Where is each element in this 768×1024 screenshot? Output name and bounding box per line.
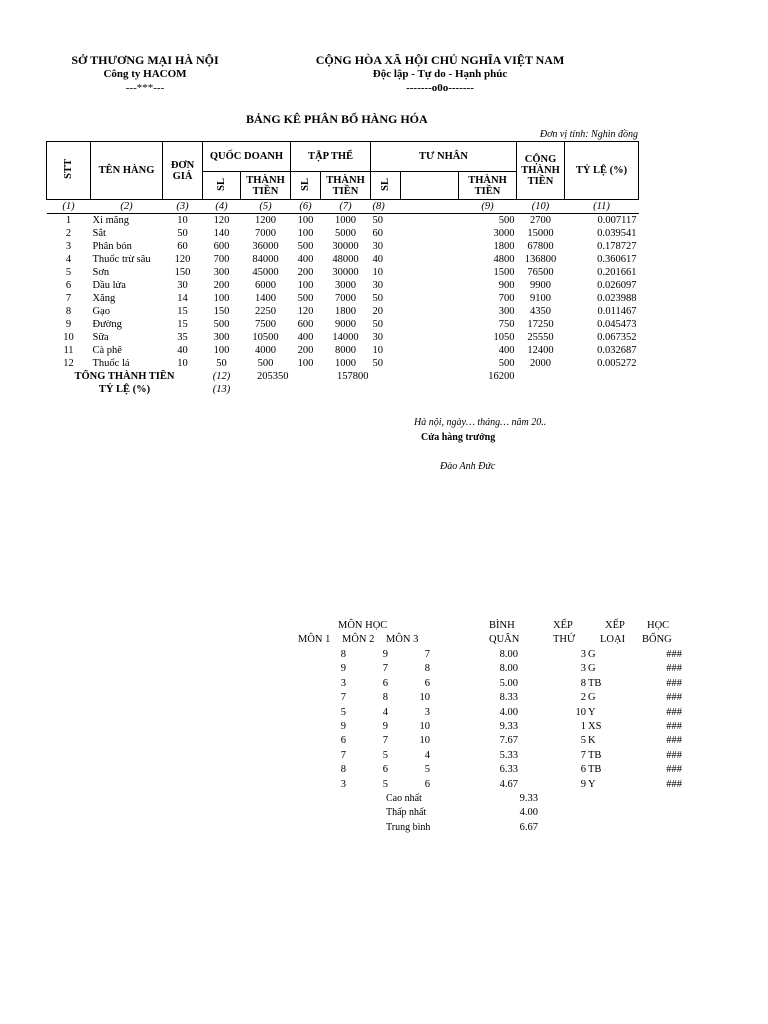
grade-cell: 8 (580, 677, 586, 689)
table-cell: 3 (65, 241, 72, 252)
table-cell: 600 (213, 241, 230, 252)
table-cell: 100 (297, 280, 314, 291)
grade-cell: 6 (424, 677, 430, 689)
table-cell: 7000 (335, 293, 356, 304)
grades-header-xl2: LOẠI (600, 634, 626, 645)
stat-label: Thấp nhất (386, 807, 427, 819)
table-row (47, 240, 639, 253)
grade-cell: 6 (424, 778, 430, 790)
table-cell: 1800 (493, 241, 515, 252)
grade-cell: 1 (580, 721, 586, 732)
grades-header-mon1: MÔN 1 (298, 634, 331, 645)
grades-header-xl1: XẾP (605, 620, 625, 631)
table-cell: 50 (372, 293, 383, 304)
table-cell: 100 (297, 358, 314, 369)
grade-cell: 4.00 (499, 706, 518, 718)
grade-cell: TB (588, 749, 602, 761)
grade-cell: TB (588, 764, 602, 776)
unit-label: Đơn vị tính: Nghìn đồng (539, 129, 638, 140)
totals-qd: 205350 (257, 371, 289, 382)
signer-role: Cửa hàng trưởng (421, 432, 496, 443)
grade-cell: TB (588, 677, 602, 689)
left-divider: ---***--- (125, 82, 165, 94)
grade-cell: 5 (382, 778, 388, 790)
table-cell: 14 (177, 293, 188, 304)
table-cell: Đường (92, 319, 122, 330)
table-row (47, 227, 639, 240)
grade-cell: 5 (340, 706, 346, 718)
table-cell: 17250 (527, 319, 554, 330)
table-cell: 400 (498, 345, 515, 356)
table-cell: 50 (372, 358, 383, 369)
country-name: CỘNG HÒA XÃ HỘI CHỦ NGHĨA VIỆT NAM (315, 53, 565, 67)
table-cell: 60 (177, 241, 188, 252)
table-cell: 2000 (530, 358, 551, 369)
grade-cell: 10 (419, 735, 430, 747)
table-cell: 30 (372, 280, 383, 291)
table-cell: 2700 (530, 215, 551, 226)
table-cell: Xăng (92, 293, 116, 304)
table-row (47, 305, 639, 318)
grade-cell: 8.00 (499, 649, 518, 660)
table-cell: Xi măng (92, 215, 129, 226)
header-don-gia: ĐƠN GIÁ (163, 142, 203, 200)
totals-code: (12) (212, 371, 231, 382)
table-cell: Thuốc trừ sâu (92, 254, 151, 265)
table-cell: 9100 (530, 293, 551, 304)
table-cell: 36000 (252, 241, 279, 252)
table-cell: 15000 (527, 228, 554, 239)
table-cell: 500 (297, 241, 314, 252)
table-cell: 6000 (255, 280, 276, 291)
totals-tn: 16200 (488, 371, 515, 382)
date-line: Hà nội, ngày… tháng… năm 20.. (414, 417, 547, 428)
table-cell: 400 (297, 332, 314, 343)
grade-cell: 3 (580, 663, 586, 675)
table-cell: 300 (213, 267, 230, 278)
header-ty-le: TỶ LỆ (%) (565, 142, 639, 200)
table-cell: 7000 (255, 228, 276, 239)
table-cell: Cà phê (92, 345, 122, 356)
table-cell: 1000 (335, 358, 356, 369)
table-cell: 50 (372, 215, 383, 226)
table-cell: Sữa (92, 332, 109, 343)
table-row (47, 214, 639, 228)
table-cell: Phân bón (92, 241, 132, 252)
table-cell: 500 (257, 358, 274, 369)
table-cell: 10 (177, 215, 188, 226)
header-tt-qd: THÀNH TIỀN (241, 172, 291, 200)
grades-header-hb2: BỔNG (642, 634, 672, 645)
grades-header-mon-hoc: MÔN HỌC (338, 620, 388, 631)
grade-cell: ### (666, 649, 682, 660)
grade-cell: 9 (382, 649, 388, 660)
grade-cell: 8 (340, 649, 346, 660)
table-cell: Sắt (92, 228, 106, 239)
table-cell: 150 (213, 306, 230, 317)
stat-label: Trung bình (386, 821, 431, 833)
grade-cell: 5.00 (499, 677, 518, 689)
header-sl-tn: SL (371, 172, 401, 200)
table-cell: 0.201661 (597, 267, 637, 278)
table-cell: 0.178727 (597, 241, 637, 252)
table-cell: Dầu lửa (92, 280, 126, 291)
grade-cell: ### (666, 749, 682, 761)
table-cell: 8 (65, 306, 72, 317)
grade-cell: K (588, 735, 596, 747)
table-cell: 1800 (335, 306, 356, 317)
totals-label: TỔNG THÀNH TIỀN (74, 371, 175, 382)
table-cell: Sơn (92, 267, 110, 278)
grade-cell: Y (588, 706, 596, 718)
table-cell: 200 (297, 345, 314, 356)
table-cell: 76500 (527, 267, 554, 278)
signer-name: Đào Anh Đức (440, 461, 496, 472)
table-cell: 5000 (335, 228, 356, 239)
grade-cell: 8 (340, 764, 346, 776)
grade-cell: ### (666, 764, 682, 776)
table-cell: 12400 (527, 345, 554, 356)
table-cell: 700 (213, 254, 230, 265)
org-name: SỞ THƯƠNG MẠI HÀ NỘI (71, 53, 219, 67)
table-cell: 750 (498, 319, 515, 330)
stat-label: Cao nhất (386, 793, 422, 804)
grade-cell: ### (666, 778, 682, 790)
col-num: (7) (321, 200, 371, 214)
column-number-row (47, 200, 639, 214)
grade-cell: 10 (419, 721, 430, 732)
header-tt-tt: THÀNH TIỀN (321, 172, 371, 200)
table-row (47, 279, 639, 292)
table-cell: 3000 (493, 228, 515, 239)
grade-cell: 5 (580, 735, 586, 747)
table-cell: 0.032687 (597, 345, 637, 356)
grade-cell: 7 (580, 749, 586, 761)
col-num: (5) (241, 200, 291, 214)
table-cell: 0.045473 (597, 319, 637, 330)
table-cell: 12 (63, 358, 74, 369)
table-cell: 4350 (530, 306, 551, 317)
totals-tt: 157800 (337, 371, 369, 382)
grade-cell: 7 (340, 749, 346, 761)
grade-cell: 9 (340, 663, 346, 675)
header-quoc-doanh: QUỐC DOANH (203, 142, 291, 172)
col-num: (8) (371, 200, 401, 214)
table-cell: 0.005272 (597, 358, 637, 369)
grades-header-bq1: BÌNH (489, 620, 515, 631)
grade-cell: 8.33 (499, 692, 518, 704)
table-row (47, 292, 639, 305)
grade-cell: 7.67 (499, 735, 518, 747)
grade-cell: 4 (424, 749, 430, 761)
table-cell: 1200 (255, 215, 276, 226)
table-cell: 40 (177, 345, 188, 356)
table-cell: 600 (297, 319, 314, 330)
table-cell: 50 (372, 319, 383, 330)
table-cell: 500 (498, 358, 515, 369)
table-cell: 10 (63, 332, 74, 343)
table-cell: 0.007117 (597, 215, 637, 226)
table-cell: 0.011467 (597, 306, 637, 317)
table-cell: 2 (65, 228, 72, 239)
table-cell: 120 (213, 215, 230, 226)
header-tap-the: TẬP THỂ (291, 142, 371, 172)
col-num: (10) (517, 200, 565, 214)
col-num: (1) (47, 200, 91, 214)
grades-header-xt2: THỨ (553, 634, 576, 645)
table-cell: 1500 (493, 267, 515, 278)
table-cell: 500 (498, 215, 515, 226)
table-cell: 8000 (335, 345, 356, 356)
col-num: (6) (291, 200, 321, 214)
table-cell: 1 (65, 215, 72, 226)
grade-cell: ### (666, 706, 682, 718)
table-cell: 0.023988 (597, 293, 637, 304)
grade-cell: ### (666, 663, 682, 675)
grade-cell: 5.33 (499, 749, 518, 761)
table-cell: 0.067352 (597, 332, 637, 343)
grade-cell: 9 (580, 778, 586, 790)
grades-header-xt1: XẾP (553, 620, 573, 631)
table-cell: 300 (213, 332, 230, 343)
motto: Độc lập - Tự do - Hạnh phúc (372, 68, 508, 80)
table-row (47, 331, 639, 344)
grade-cell: 10 (419, 692, 430, 704)
table-cell: 7500 (255, 319, 276, 330)
grade-cell: 7 (424, 649, 430, 660)
table-cell: 100 (297, 228, 314, 239)
table-cell: 15 (177, 319, 188, 330)
table-cell: 25550 (527, 332, 554, 343)
header-sl-tt: SL (291, 172, 321, 200)
table-cell: 35 (177, 332, 188, 343)
table-cell: 100 (213, 345, 230, 356)
grade-cell: 2 (580, 692, 586, 704)
table-row (47, 266, 639, 279)
table-cell: 100 (297, 215, 314, 226)
grade-cell: 8 (424, 663, 430, 675)
grade-cell: XS (588, 721, 602, 732)
table-cell: 200 (297, 267, 314, 278)
grade-cell: ### (666, 735, 682, 747)
page-title: BẢNG KÊ PHÂN BỔ HÀNG HÓA (246, 112, 428, 126)
grade-cell: 4 (382, 706, 388, 718)
header-blank-tn (401, 172, 459, 200)
table-cell: 9 (65, 319, 72, 330)
col-num: (2) (91, 200, 163, 214)
grade-cell: 7 (382, 735, 388, 747)
grade-cell: 9 (340, 721, 346, 732)
table-cell: 4000 (255, 345, 276, 356)
table-cell: Gạo (92, 306, 110, 317)
table-cell: 120 (174, 254, 191, 265)
ratio-row (47, 383, 639, 396)
table-cell: 150 (174, 267, 191, 278)
table-cell: 700 (498, 293, 515, 304)
table-cell: 0.039541 (597, 228, 637, 239)
grade-cell: 7 (382, 663, 388, 675)
table-row (47, 357, 639, 370)
col-num: (3) (163, 200, 203, 214)
grade-cell: G (588, 692, 596, 704)
grade-cell: 9 (382, 721, 388, 732)
grade-cell: 6 (382, 677, 388, 689)
table-cell: 50 (177, 228, 188, 239)
table-row (47, 318, 639, 331)
grade-cell: 10 (575, 706, 586, 718)
table-cell: 400 (297, 254, 314, 265)
table-cell: 30 (372, 332, 383, 343)
grade-cell: 3 (340, 677, 346, 689)
grades-header-bq2: QUÂN (489, 634, 520, 645)
table-cell: 67800 (527, 241, 554, 252)
table-cell: 0.026097 (597, 280, 637, 291)
grade-cell: 3 (580, 649, 586, 660)
table-row (47, 253, 639, 266)
grade-cell: 5 (424, 764, 430, 776)
table-cell: 30 (372, 241, 383, 252)
table-cell: 40 (372, 254, 383, 265)
table-row (47, 344, 639, 357)
grade-cell: 6 (340, 735, 346, 747)
grade-cell: 6.33 (499, 764, 518, 776)
grade-cell: ### (666, 677, 682, 689)
header-sl-qd: SL (203, 172, 241, 200)
table-cell: 48000 (332, 254, 359, 265)
table-cell: 9900 (530, 280, 551, 291)
stat-value: 9.33 (519, 793, 538, 804)
table-cell: 30 (177, 280, 188, 291)
table-cell: 20 (372, 306, 383, 317)
table-cell: 2250 (255, 306, 276, 317)
table-cell: 5 (65, 267, 72, 278)
table-cell: 10 (372, 345, 383, 356)
table-cell: 10 (372, 267, 383, 278)
grade-cell: 7 (340, 692, 346, 704)
table-cell: 50 (216, 358, 227, 369)
grade-cell: 5 (382, 749, 388, 761)
table-cell: 500 (213, 319, 230, 330)
col-num: (11) (565, 200, 639, 214)
ratio-code: (13) (212, 384, 231, 395)
table-cell: 9000 (335, 319, 356, 330)
header-ten-hang: TÊN HÀNG (91, 142, 163, 200)
table-cell: 11 (63, 345, 74, 356)
ratio-label: TỶ LỆ (%) (98, 384, 151, 395)
table-cell: 10 (177, 358, 188, 369)
table-cell: 30000 (332, 241, 359, 252)
header-cong-thanh-tien: CỘNG THÀNH TIỀN (517, 142, 565, 200)
table-cell: Thuốc lá (92, 358, 130, 369)
grade-cell: ### (666, 721, 682, 732)
table-cell: 45000 (252, 267, 279, 278)
company-name: Công ty HACOM (103, 68, 187, 80)
table-cell: 14000 (332, 332, 359, 343)
table-cell: 1050 (493, 332, 515, 343)
table-cell: 10500 (252, 332, 279, 343)
stat-value: 4.00 (519, 807, 538, 819)
header-tt-tn: THÀNH TIỀN (459, 172, 517, 200)
table-cell: 100 (213, 293, 230, 304)
grade-cell: 3 (424, 706, 430, 718)
table-cell: 500 (297, 293, 314, 304)
table-cell: 15 (177, 306, 188, 317)
grade-cell: 3 (340, 778, 346, 790)
table-cell: 0.360617 (597, 254, 637, 265)
table-cell: 30000 (332, 267, 359, 278)
table-cell: 3000 (335, 280, 356, 291)
totals-row (47, 370, 639, 383)
table-cell: 1400 (255, 293, 276, 304)
table-cell: 6 (65, 280, 72, 291)
allocation-table (46, 141, 639, 396)
table-cell: 84000 (252, 254, 279, 265)
table-cell: 7 (65, 293, 72, 304)
table-cell: 4800 (493, 254, 515, 265)
grades-header-hb1: HỌC (647, 620, 670, 631)
table-cell: 900 (498, 280, 515, 291)
grade-cell: 8.00 (499, 663, 518, 675)
grades-header-mon3: MÔN 3 (386, 634, 419, 645)
col-num: (4) (203, 200, 241, 214)
grade-cell: G (588, 663, 596, 675)
grades-header-mon2: MÔN 2 (342, 634, 375, 645)
grade-cell: Y (588, 778, 596, 790)
table-cell: 140 (213, 228, 230, 239)
grade-cell: 9.33 (499, 721, 518, 732)
table-cell: 1000 (335, 215, 356, 226)
grade-cell: 6 (382, 764, 388, 776)
grade-cell: 6 (580, 764, 586, 776)
table-cell: 120 (297, 306, 314, 317)
header-tu-nhan: TƯ NHÂN (371, 142, 517, 172)
col-num: (9) (459, 200, 517, 214)
table-cell: 200 (213, 280, 230, 291)
table-cell: 300 (498, 306, 515, 317)
grade-cell: ### (666, 692, 682, 704)
header-stt: STT (47, 142, 91, 200)
table-cell: 4 (65, 254, 72, 265)
stat-value: 6.67 (519, 821, 538, 833)
right-divider: -------o0o------- (406, 82, 474, 94)
grade-cell: G (588, 649, 596, 660)
table-cell: 136800 (524, 254, 557, 265)
grade-cell: 8 (382, 692, 388, 704)
grade-cell: 4.67 (499, 778, 518, 790)
table-cell: 60 (372, 228, 383, 239)
